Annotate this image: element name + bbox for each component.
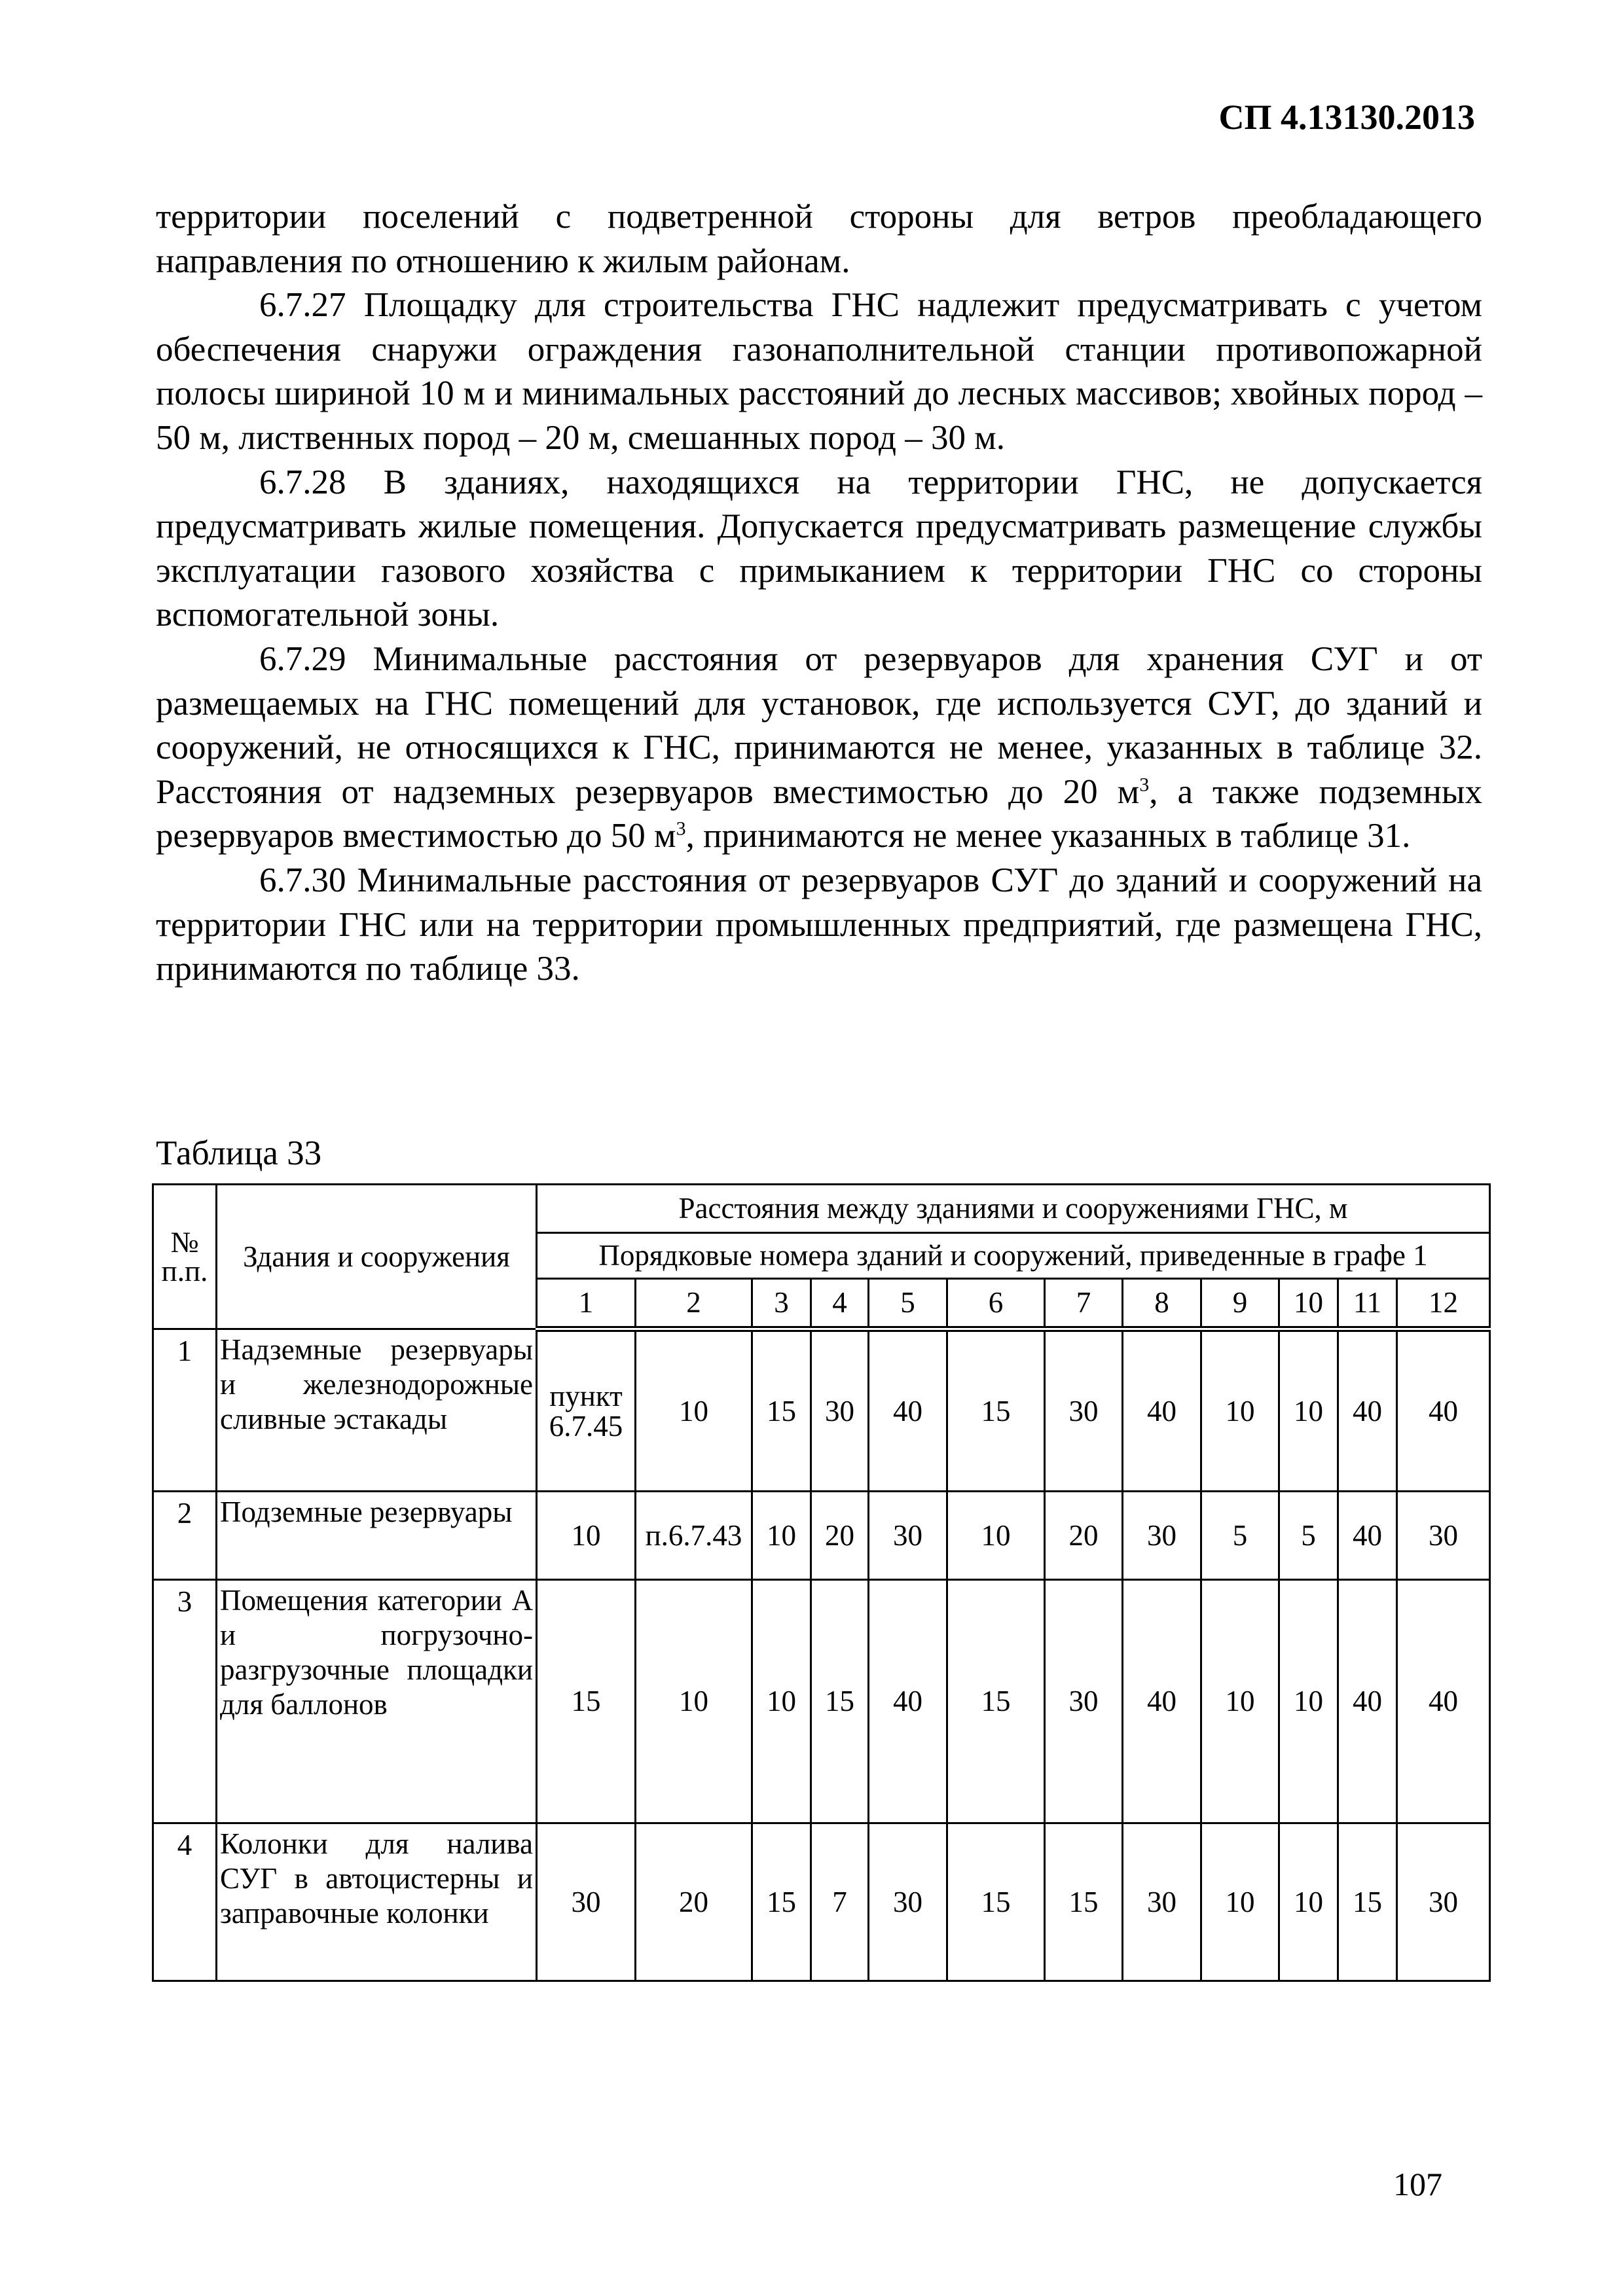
- column-number: 4: [811, 1279, 869, 1329]
- distance-cell: 40: [1338, 1580, 1397, 1823]
- table-row: [153, 1580, 1490, 1823]
- distance-cell: 30: [1123, 1823, 1201, 1981]
- row-number: 1: [153, 1329, 217, 1492]
- distance-cell: 10: [1201, 1823, 1279, 1981]
- distance-cell: 20: [1045, 1492, 1123, 1580]
- superscript: 3: [676, 817, 686, 840]
- table-row: [153, 1492, 1490, 1580]
- header-subgroup: Порядковые номера зданий и сооружений, приведенные в графе 1: [537, 1233, 1490, 1279]
- paragraph-6-7-30: 6.7.30 Минимальные расстояния от резервуаров СУГ до зданий и сооружений на территории ГНС или на территории промышленных предприятий, где размещена ГНС, принимаются по таблице 33.: [156, 861, 1482, 988]
- distance-cell: 40: [1397, 1329, 1490, 1492]
- distance-cell: 30: [869, 1823, 947, 1981]
- distance-cell: 10: [1279, 1580, 1338, 1823]
- table-row: [153, 1329, 1490, 1492]
- distance-cell: 40: [1397, 1580, 1490, 1823]
- distance-cell: 15: [947, 1823, 1045, 1981]
- distance-cell: 10: [1201, 1580, 1279, 1823]
- distance-cell: 20: [811, 1492, 869, 1580]
- row-name: Надземные резервуары и железнодорожные сливные эстакады: [217, 1329, 537, 1492]
- distance-cell: 10: [537, 1492, 636, 1580]
- header-name: Здания и сооружения: [217, 1185, 537, 1329]
- table-caption: Таблица 33: [156, 1134, 322, 1172]
- distance-cell: 10: [636, 1329, 752, 1492]
- distance-cell: 5: [1201, 1492, 1279, 1580]
- column-number: 2: [636, 1279, 752, 1329]
- text: 6.7.29 Минимальные расстояния от резервуаров для хранения СУГ и от размещаемых на ГНС помещений для установок, где используется СУГ, до зданий и сооружений, не относящихся к ГНС, принимаются не менее, указанных в таблице 32. Расстояния от надземных резервуаров вместимостью до 20 м: [156, 639, 1482, 811]
- distance-cell: 10: [1201, 1329, 1279, 1492]
- header-group: Расстояния между зданиями и сооружениями ГНС, м: [537, 1185, 1490, 1233]
- distance-cell: 30: [537, 1823, 636, 1981]
- distance-cell: 30: [1397, 1823, 1490, 1981]
- paragraph-6-7-29: [156, 637, 1482, 859]
- row-number: 2: [153, 1492, 217, 1580]
- column-number: 6: [947, 1279, 1045, 1329]
- distance-cell: п.6.7.43: [636, 1492, 752, 1580]
- text: , а также подземных резервуаров вместимостью до 50 м: [156, 772, 1482, 855]
- column-number: 12: [1397, 1279, 1490, 1329]
- column-number: 10: [1279, 1279, 1338, 1329]
- distance-cell: 10: [752, 1492, 811, 1580]
- distance-cell: 15: [752, 1823, 811, 1981]
- column-number: 5: [869, 1279, 947, 1329]
- column-number: 1: [537, 1279, 636, 1329]
- distance-cell: 30: [1123, 1492, 1201, 1580]
- column-number: 7: [1045, 1279, 1123, 1329]
- distance-cell: 30: [1045, 1329, 1123, 1492]
- distance-cell: 40: [1123, 1580, 1201, 1823]
- distance-cell: 30: [811, 1329, 869, 1492]
- column-number: 9: [1201, 1279, 1279, 1329]
- row-name: Подземные резервуары: [217, 1492, 537, 1580]
- distance-cell: 10: [636, 1580, 752, 1823]
- distance-cell: 15: [752, 1329, 811, 1492]
- column-number: 11: [1338, 1279, 1397, 1329]
- row-number: 3: [153, 1580, 217, 1823]
- distance-cell: 10: [752, 1580, 811, 1823]
- body-text: [156, 195, 1482, 992]
- distance-cell: 40: [869, 1329, 947, 1492]
- distance-cell: 10: [1279, 1329, 1338, 1492]
- row-number: 4: [153, 1823, 217, 1981]
- distance-cell: 7: [811, 1823, 869, 1981]
- distance-cell: 15: [537, 1580, 636, 1823]
- distance-cell: 15: [1045, 1823, 1123, 1981]
- header-no: № п.п.: [153, 1185, 217, 1329]
- superscript: 3: [1139, 774, 1150, 796]
- distance-cell: 30: [1045, 1580, 1123, 1823]
- distance-cell: 40: [1338, 1492, 1397, 1580]
- table-33: [152, 1183, 1491, 1982]
- distance-cell: 30: [1397, 1492, 1490, 1580]
- column-number: 8: [1123, 1279, 1201, 1329]
- column-number: 3: [752, 1279, 811, 1329]
- table-row: [153, 1823, 1490, 1981]
- document-code: СП 4.13130.2013: [1218, 98, 1475, 137]
- distance-cell: 30: [869, 1492, 947, 1580]
- distance-cell: 15: [947, 1329, 1045, 1492]
- distance-cell: 15: [811, 1580, 869, 1823]
- distance-cell: 10: [947, 1492, 1045, 1580]
- text: , принимаются не менее указанных в таблице 31.: [685, 817, 1411, 855]
- paragraph-6-7-27: 6.7.27 Площадку для строительства ГНС надлежит предусматривать с учетом обеспечения снаружи ограждения газонаполнительной станции противопожарной полосы шириной 10 м и минимальных расстояний до лесных массивов; хвойных пород – 50 м, лиственных пород – 20 м, смешанных пород – 30 м.: [156, 286, 1482, 457]
- distance-cell: 5: [1279, 1492, 1338, 1580]
- distance-cell: 40: [1123, 1329, 1201, 1492]
- distance-cell: 40: [1338, 1329, 1397, 1492]
- distance-cell: 40: [869, 1580, 947, 1823]
- paragraph-6-7-28: 6.7.28 В зданиях, находящихся на территории ГНС, не допускается предусматривать жилые помещения. Допускается предусматривать размещение службы эксплуатации газового хозяйства с примыканием к территории ГНС со стороны вспомогательной зоны.: [156, 463, 1482, 634]
- page-number: 107: [1393, 2166, 1442, 2202]
- row-name: Помещения категории А и погрузочно-разгрузочные площадки для баллонов: [217, 1580, 537, 1823]
- paragraph: территории поселений с подветренной стороны для ветров преобладающего направления по отношению к жилым районам.: [156, 198, 1482, 280]
- distance-cell: 20: [636, 1823, 752, 1981]
- distance-cell: 10: [1279, 1823, 1338, 1981]
- distance-cell: пункт 6.7.45: [537, 1329, 636, 1492]
- row-name: Колонки для налива СУГ в автоцистерны и заправочные колонки: [217, 1823, 537, 1981]
- distance-cell: 15: [947, 1580, 1045, 1823]
- distance-cell: 15: [1338, 1823, 1397, 1981]
